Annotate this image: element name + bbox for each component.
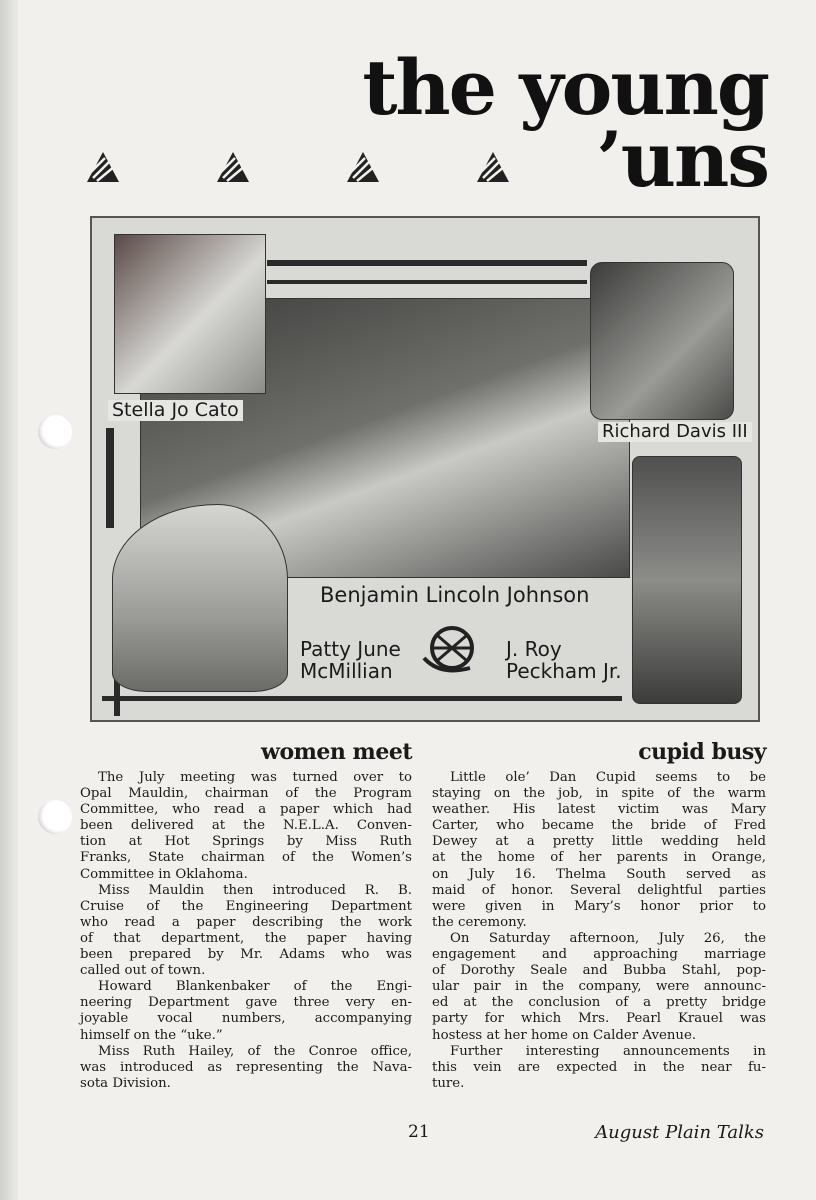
text-line: on July 16. Thelma South served as	[432, 866, 766, 882]
yarn-ornament-icon	[85, 150, 121, 184]
text-line: been prepared by Mr. Adams who was	[80, 947, 412, 963]
paragraph	[80, 770, 412, 883]
yarn-ball-icon	[420, 622, 480, 678]
text-line: neering Department gave three very en-	[80, 995, 412, 1011]
text-line: sota Division.	[80, 1075, 171, 1091]
text-line: Howard Blankenbaker of the Engi-	[98, 979, 412, 995]
page-title-line2: ’uns	[596, 115, 768, 204]
text-line: Miss Mauldin then introduced R. B.	[98, 882, 412, 898]
text-line: of Dorothy Seale and Bubba Stahl, pop-	[432, 963, 766, 979]
paragraph	[432, 770, 766, 931]
text-line: himself on the “uke.”	[80, 1027, 223, 1043]
text-line: engagement and approaching marriage	[432, 947, 766, 963]
page-title-line1: the young	[362, 43, 768, 132]
text-line: ture.	[432, 1075, 465, 1091]
text-line: Cruise of the Engineering Department	[80, 898, 412, 914]
text-line: who read a paper describing the work	[80, 914, 412, 930]
article-cupid-busy	[432, 738, 766, 1092]
text-line: Little ole’ Dan Cupid seems to be	[450, 770, 766, 785]
article-women-meet	[80, 738, 412, 1092]
text-line: Opal Mauldin, chairman of the Program	[80, 786, 412, 802]
caption-roy: J. Roy Peckham Jr.	[506, 637, 622, 683]
text-line: On Saturday afternoon, July 26, the	[450, 930, 766, 946]
paragraph	[80, 1044, 412, 1092]
text-line: hostess at her home on Calder Avenue.	[432, 1027, 697, 1043]
text-line: Miss Ruth Hailey, of the Conroe office,	[98, 1043, 412, 1059]
page-number: 21	[408, 1122, 430, 1142]
yarn-ornament-icon	[475, 150, 511, 184]
text-line: Dewey at a pretty little wedding held	[432, 834, 766, 850]
text-line: tion at Hot Springs by Miss Ruth	[80, 834, 412, 850]
article-heading: cupid busy	[638, 739, 766, 765]
text-line: joyable vocal numbers, accompanying	[80, 1011, 412, 1027]
paragraph	[80, 883, 412, 980]
text-line: of that department, the paper having	[80, 930, 412, 946]
text-line: The July meeting was turned over to	[98, 770, 412, 785]
caption-patty: Patty June McMillian	[300, 637, 401, 683]
text-line: ular pair in the company, were announc-	[432, 979, 766, 995]
text-line: Carter, who became the bride of Fred	[432, 818, 766, 834]
text-line: this vein are expected in the near fu-	[432, 1059, 766, 1075]
photo-roy	[632, 456, 742, 704]
text-line: Committee, who read a paper which had	[80, 802, 412, 818]
publication-name: August Plain Talks	[595, 1122, 764, 1143]
text-line: Franks, State chairman of the Women’s	[80, 850, 412, 866]
article-heading: women meet	[261, 739, 412, 765]
photo-stella	[114, 234, 266, 394]
binder-hole	[38, 800, 72, 834]
photo-richard	[590, 262, 734, 420]
text-line: were given in Mary’s honor prior to	[432, 898, 766, 914]
text-line: ed at the conclusion of a pretty bridge	[432, 995, 766, 1011]
yarn-ornament-icon	[215, 150, 251, 184]
page-edge	[0, 0, 18, 1200]
yarn-ornament-icon	[345, 150, 381, 184]
caption-richard: Richard Davis III	[598, 422, 752, 442]
text-line: called out of town.	[80, 963, 206, 979]
text-line: been delivered at the N.E.L.A. Conven-	[80, 818, 412, 834]
text-line: was introduced as representing the Nava-	[80, 1059, 412, 1075]
photo-collage	[90, 216, 760, 722]
text-line: at the home of her parents in Orange,	[432, 850, 766, 866]
photo-patty	[112, 504, 288, 692]
caption-stella: Stella Jo Cato	[108, 400, 243, 421]
text-line: party for which Mrs. Pearl Krauel was	[432, 1011, 766, 1027]
text-line: maid of honor. Several delightful parties	[432, 882, 766, 898]
paragraph	[432, 931, 766, 1044]
caption-benjamin: Benjamin Lincoln Johnson	[320, 583, 590, 607]
paragraph	[432, 1044, 766, 1092]
text-line: Committee in Oklahoma.	[80, 866, 248, 882]
text-line: Further interesting announcements in	[450, 1043, 766, 1059]
paragraph	[80, 979, 412, 1043]
text-line: the ceremony.	[432, 914, 527, 930]
text-line: weather. His latest victim was Mary	[432, 802, 766, 818]
binder-hole	[38, 415, 72, 449]
text-line: staying on the job, in spite of the warm	[432, 786, 766, 802]
